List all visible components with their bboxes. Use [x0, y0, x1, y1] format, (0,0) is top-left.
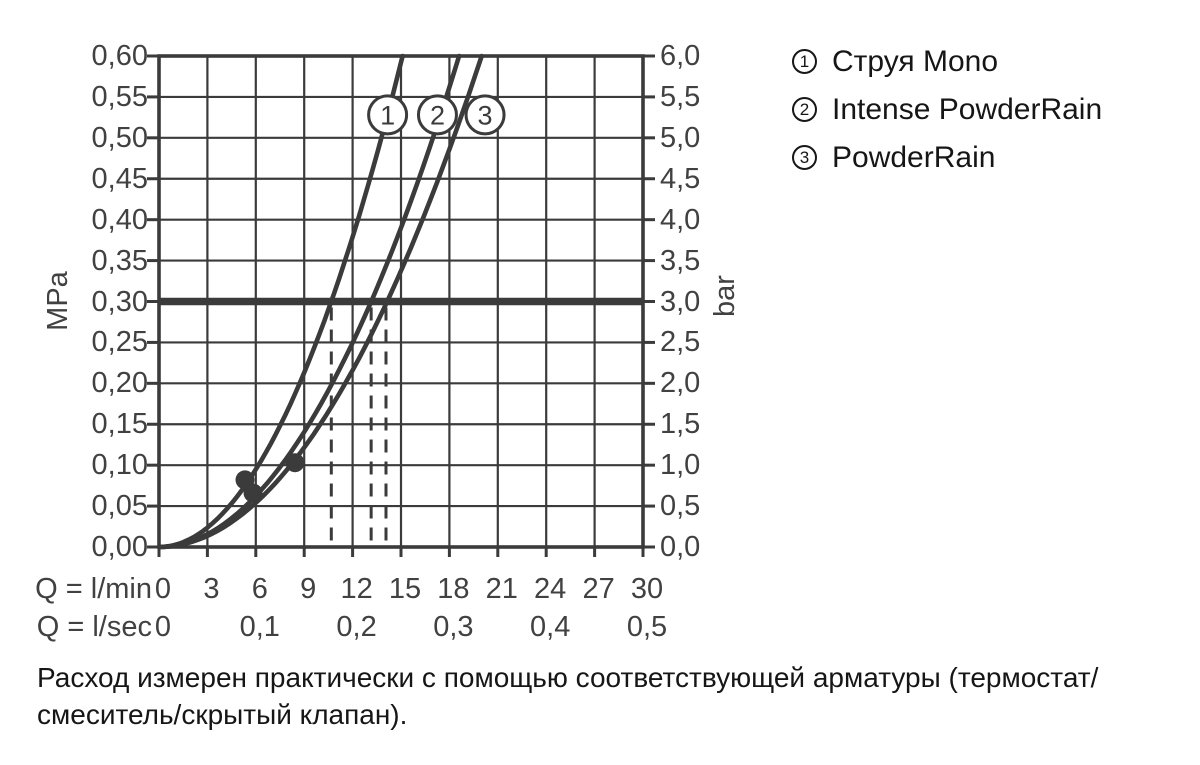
y-left-tick-label: 0,05 — [91, 490, 148, 523]
y-left-tick-label: 0,50 — [91, 121, 148, 154]
x-lmin-tick-label: 18 — [437, 573, 470, 605]
y-left-tick-label: 0,60 — [91, 40, 148, 72]
y-right-tick-label: 4,5 — [660, 162, 701, 195]
legend-number-2-icon: 2 — [792, 97, 817, 122]
legend — [792, 46, 1102, 190]
y-left-tick-label: 0,00 — [91, 531, 148, 563]
x-lmin-tick-label: 24 — [534, 573, 567, 605]
curve-marker-number-3: 3 — [477, 100, 493, 131]
y-left-tick-label: 0,10 — [91, 449, 148, 482]
caption-line-1: Расход измерен практически с помощью соответствующей арматуры (термостат/ — [37, 662, 1099, 693]
x-lsec-tick-label: 0,5 — [626, 611, 668, 643]
x-lsec-tick-label: 0,4 — [530, 611, 571, 643]
x-lmin-tick-label: 27 — [582, 573, 615, 605]
y-left-tick-label: 0,40 — [91, 203, 148, 236]
y-left-tick-label: 0,35 — [91, 244, 148, 277]
legend-item-2 — [792, 94, 1102, 125]
curve-marker-number-1: 1 — [380, 100, 396, 131]
y-left-axis-unit: MPa — [42, 271, 74, 331]
x-lsec-axis-label: Q = l/sec — [36, 611, 152, 643]
x-lmin-tick-label: 30 — [630, 573, 664, 605]
y-right-tick-label: 2,0 — [660, 367, 701, 400]
y-right-tick-label: 2,5 — [660, 326, 701, 359]
x-lmin-tick-label: 0 — [154, 573, 172, 605]
x-lmin-tick-label: 3 — [203, 573, 220, 605]
legend-number-3-icon: 3 — [792, 145, 817, 170]
y-right-tick-label: 6,0 — [660, 40, 701, 72]
x-lmin-tick-label: 12 — [340, 573, 373, 605]
y-right-tick-label: 3,5 — [660, 244, 701, 277]
y-right-tick-label: 0,5 — [660, 490, 701, 523]
x-lmin-tick-label: 9 — [300, 573, 317, 605]
y-right-tick-label: 4,0 — [660, 203, 701, 236]
y-left-tick-label: 0,20 — [91, 367, 148, 400]
legend-item-3 — [792, 142, 1102, 173]
legend-label-3: PowderRain — [832, 140, 996, 174]
legend-label-1: Струя Mono — [832, 44, 999, 78]
x-lmin-tick-label: 6 — [251, 573, 268, 605]
y-left-tick-label: 0,45 — [91, 162, 148, 195]
x-lmin-tick-label: 21 — [485, 573, 518, 605]
x-lsec-tick-label: 0,1 — [239, 611, 280, 643]
legend-label-2: Intense PowderRain — [832, 92, 1103, 126]
legend-number-1-icon: 1 — [792, 49, 817, 74]
y-right-tick-label: 0,0 — [660, 531, 701, 563]
curve-marker-number-2: 2 — [429, 100, 445, 131]
x-lmin-axis-label: Q = l/min — [35, 573, 152, 605]
y-right-tick-label: 3,0 — [660, 285, 701, 318]
caption — [37, 659, 1098, 733]
flow-dot-3 — [286, 453, 305, 472]
legend-item-1 — [792, 46, 1102, 77]
x-lsec-tick-label: 0 — [154, 611, 172, 643]
x-lsec-tick-label: 0,2 — [336, 611, 377, 643]
y-left-tick-label: 0,55 — [91, 80, 148, 113]
y-left-tick-label: 0,15 — [91, 408, 148, 441]
y-left-tick-label: 0,30 — [91, 285, 148, 318]
y-right-tick-label: 5,0 — [660, 121, 701, 154]
x-lsec-tick-label: 0,3 — [433, 611, 474, 643]
y-right-tick-label: 5,5 — [660, 80, 701, 113]
y-right-tick-label: 1,0 — [660, 449, 701, 482]
caption-line-2: смеситель/скрытый клапан). — [37, 699, 408, 730]
y-right-axis-unit: bar — [709, 275, 741, 317]
x-lmin-tick-label: 15 — [388, 573, 422, 605]
y-left-tick-label: 0,25 — [91, 326, 148, 359]
y-right-tick-label: 1,5 — [660, 408, 701, 441]
